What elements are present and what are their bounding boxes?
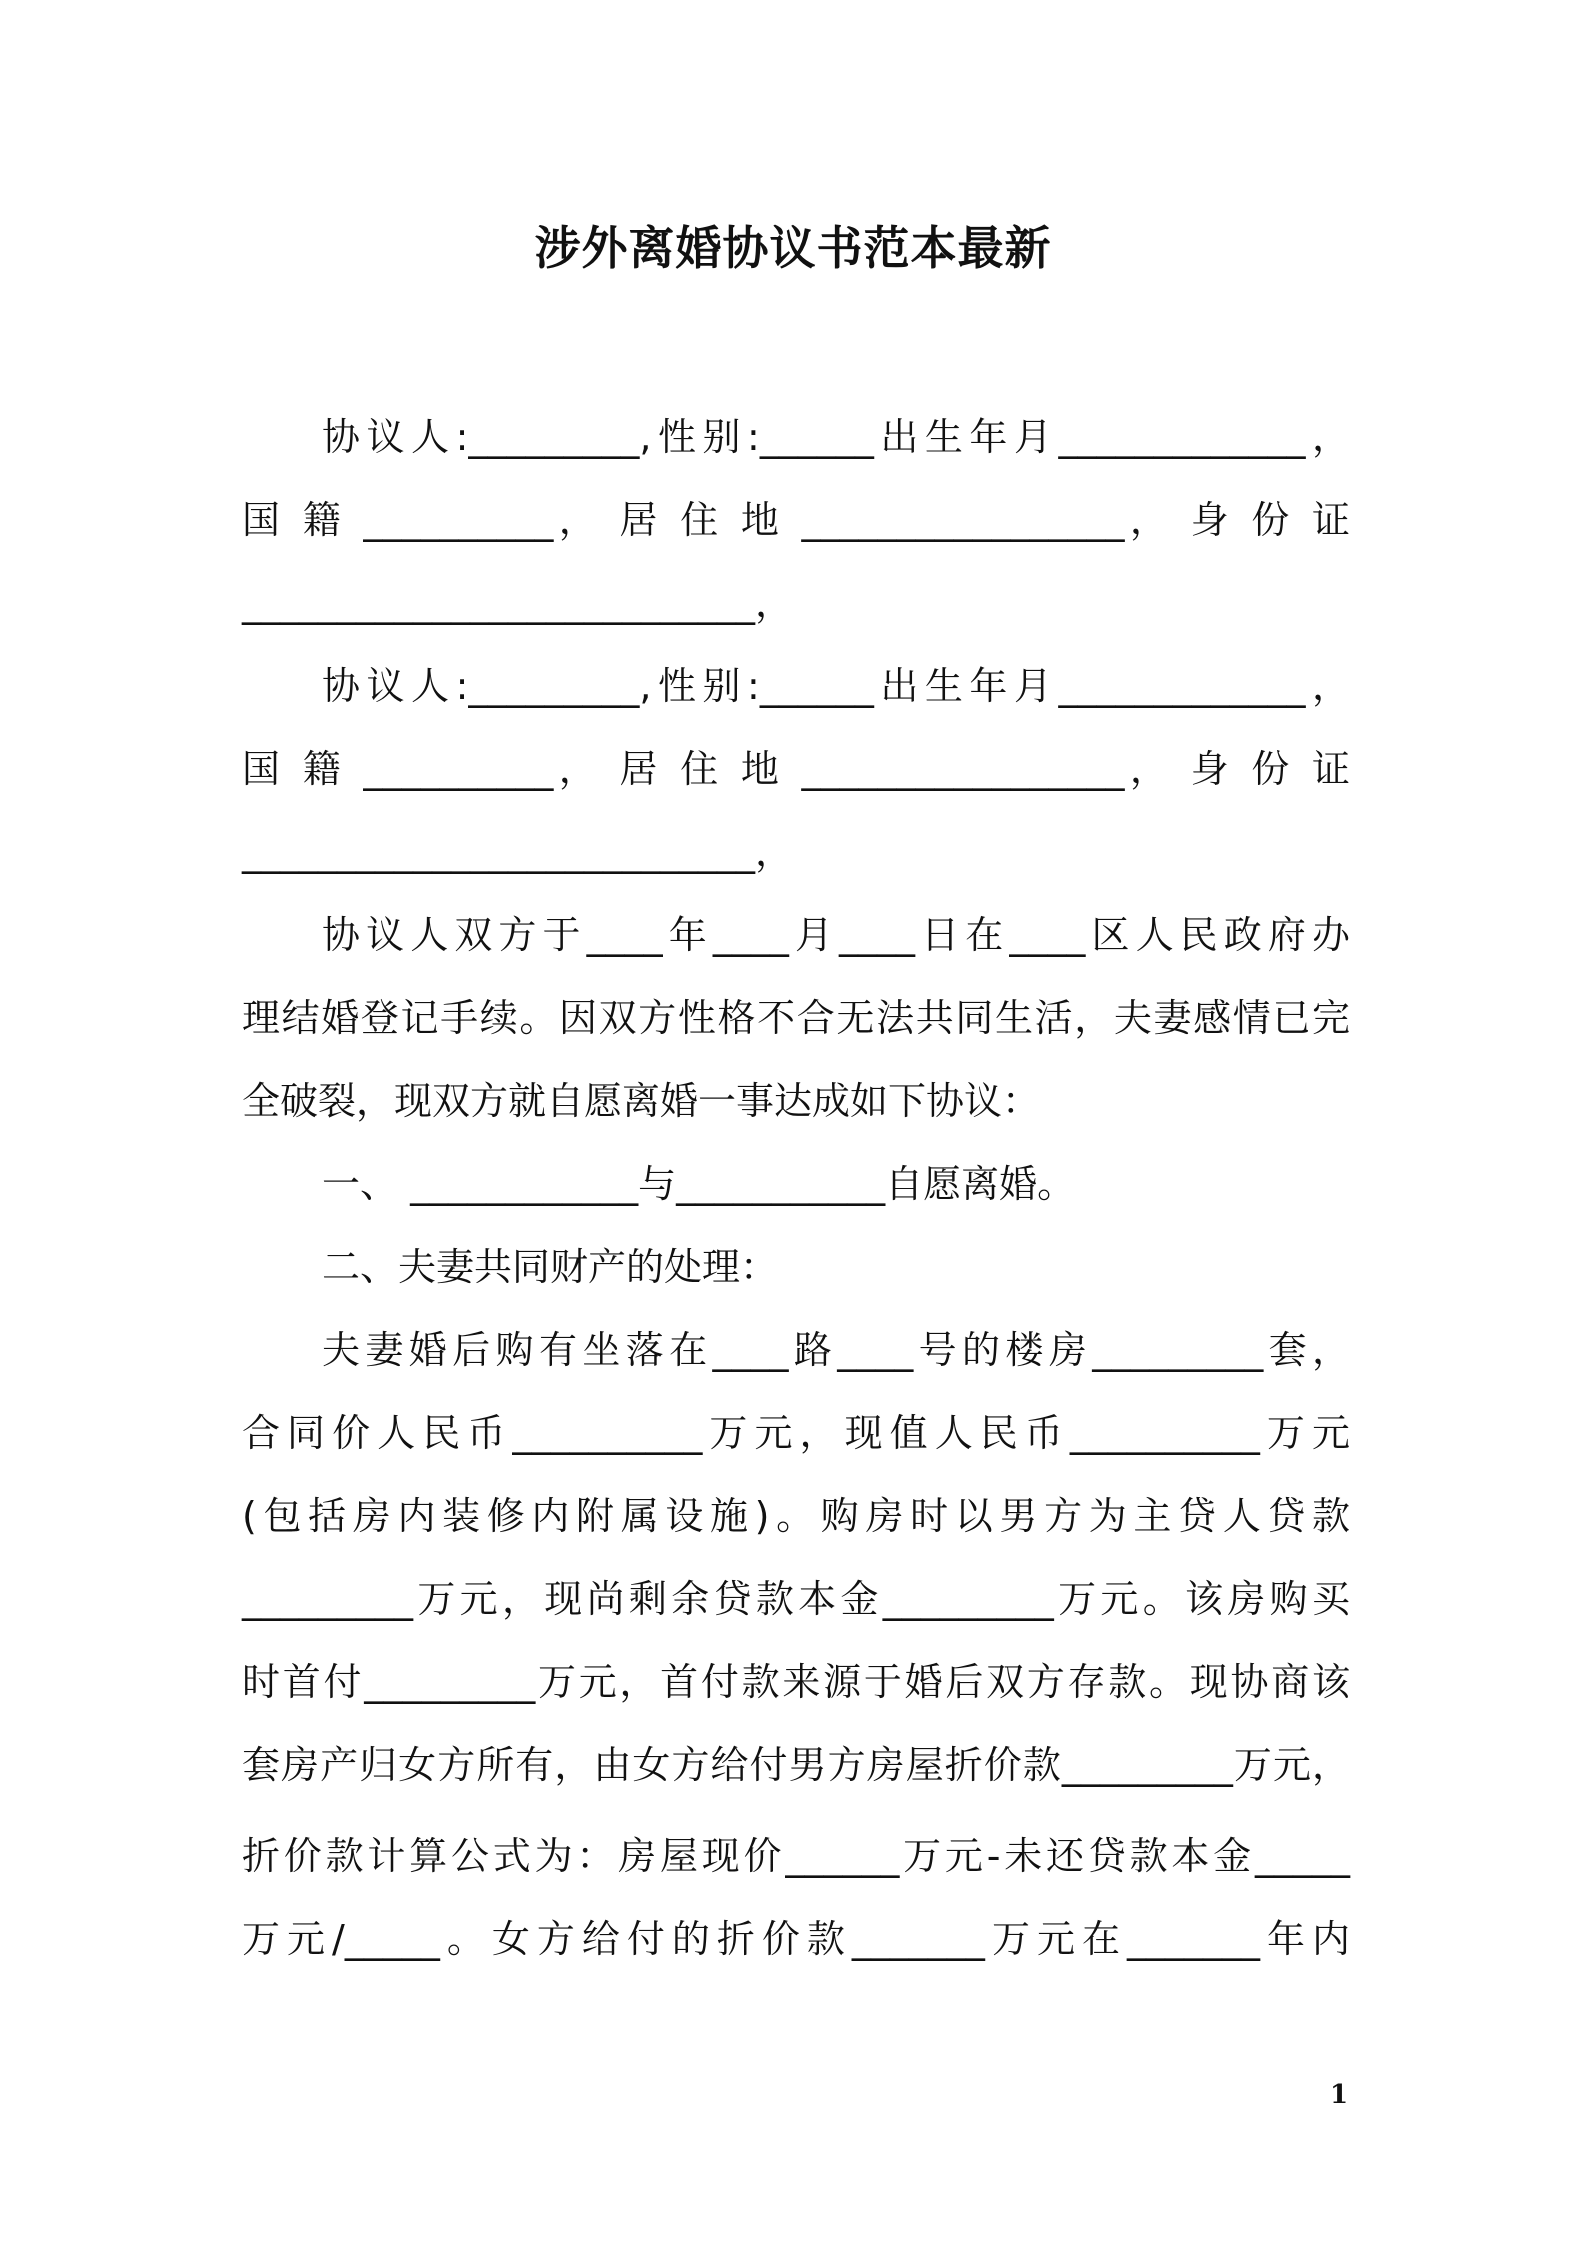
text-line: 协议人:_________,性别:______出生年月_____________，	[322, 664, 1350, 708]
text-line: _________万元，现尚剩余贷款本金_________万元。该房购买	[242, 1577, 1350, 1621]
text-line: 夫妻婚后购有坐落在____路____号的楼房_________套，	[322, 1328, 1350, 1372]
section-heading: 一、 ____________与___________自愿离婚。	[322, 1162, 1076, 1206]
text-line: (包括房内装修内附属设施)。购房时以男方为主贷人贷款	[242, 1494, 1350, 1538]
text-line: 合同价人民币__________万元，现值人民币__________万元	[242, 1411, 1350, 1455]
text-line: 折价款计算公式为：房屋现价______万元-未还贷款本金_____	[242, 1834, 1350, 1878]
text-line: 时首付_________万元，首付款来源于婚后双方存款。现协商该	[242, 1660, 1350, 1704]
text-line: 全破裂，现双方就自愿离婚一事达成如下协议：	[242, 1079, 1041, 1123]
text-line: 万元/_____。女方给付的折价款_______万元在_______年内	[242, 1917, 1350, 1961]
text-line: 理结婚登记手续。因双方性格不合无法共同生活，夫妻感情已完	[242, 996, 1350, 1040]
text-line: ___________________________，	[242, 830, 794, 874]
text-line: 国 籍 __________， 居 住 地 _________________， 身 份 证	[242, 498, 1350, 542]
text-line: 国 籍 __________， 居 住 地 _________________， 身 份 证	[242, 747, 1350, 791]
text-line: 套房产归女方所有，由女方给付男方房屋折价款_________万元，	[242, 1743, 1350, 1787]
page-number: 1	[1330, 2080, 1349, 2110]
text-line: 协议人:_________,性别:______出生年月_____________，	[322, 415, 1350, 459]
document-title: 涉外离婚协议书范本最新	[534, 221, 1052, 275]
text-line: ___________________________，	[242, 581, 794, 625]
text-line: 协议人双方于____年____月____日在____区人民政府办	[322, 913, 1350, 957]
section-heading: 二、夫妻共同财产的处理：	[322, 1245, 779, 1289]
